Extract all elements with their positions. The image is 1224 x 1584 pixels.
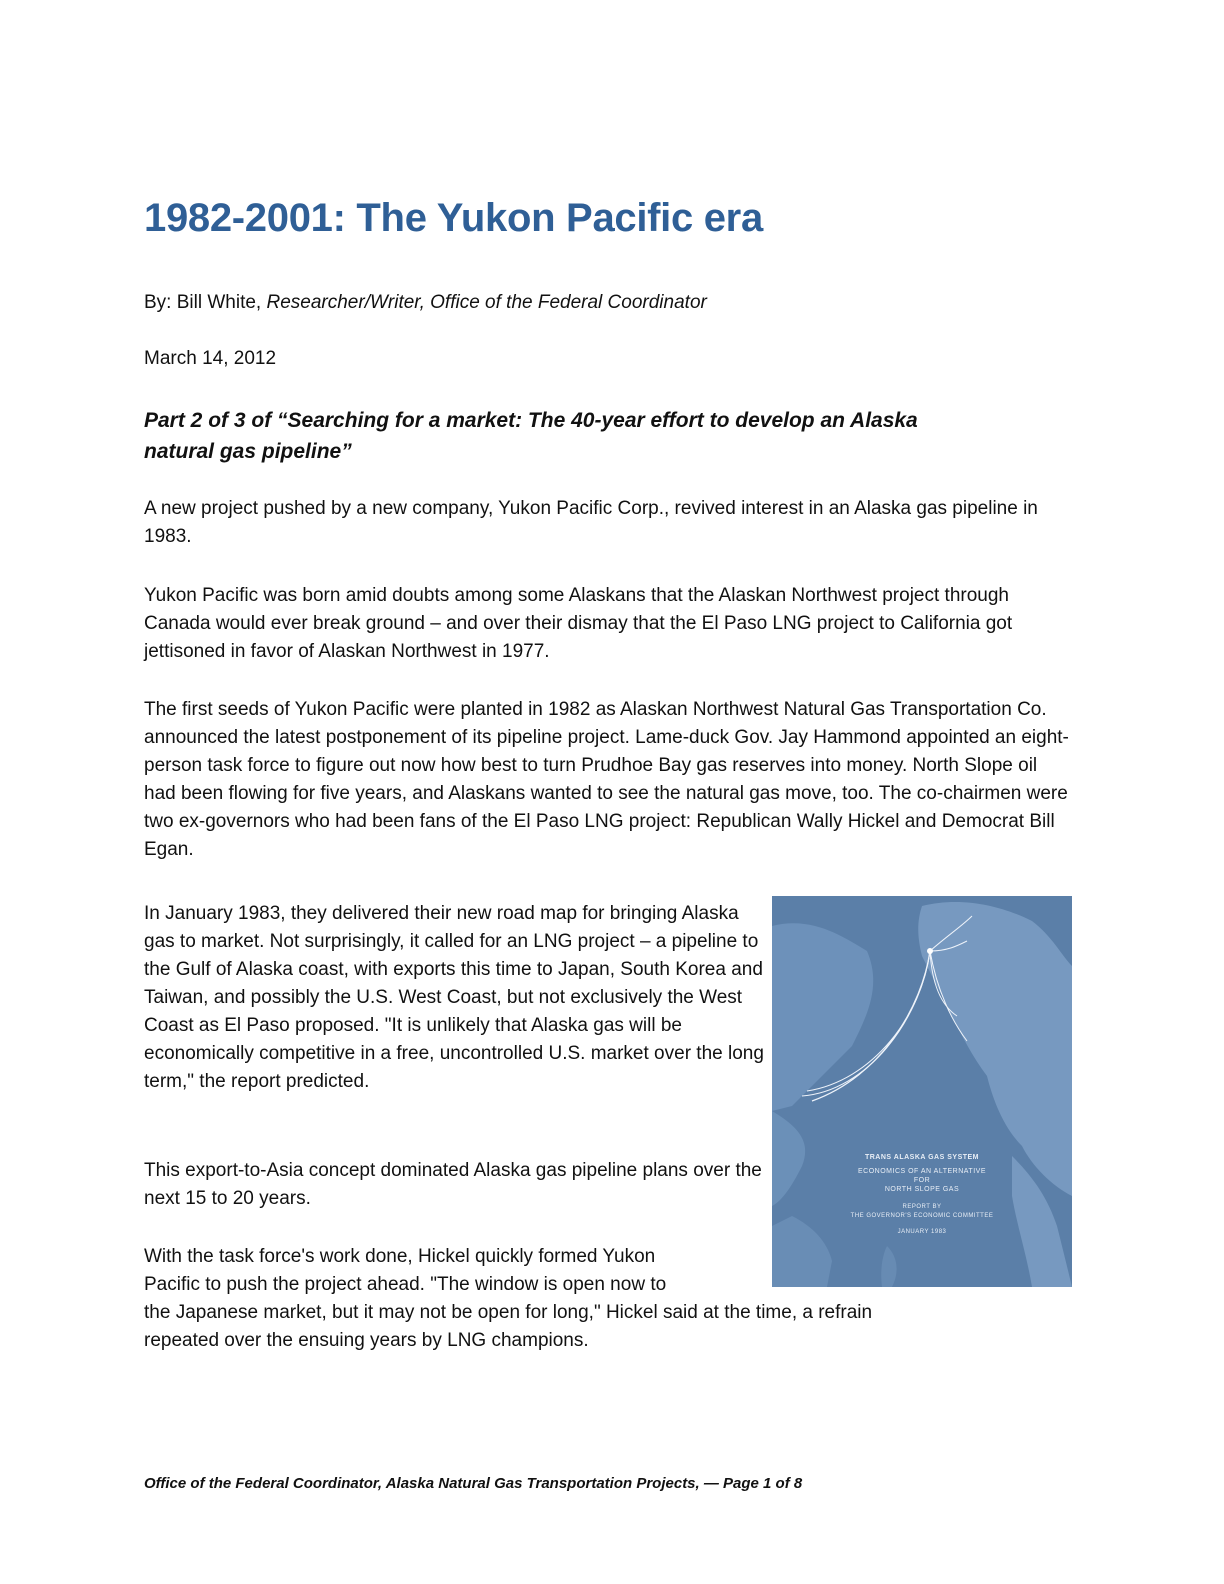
paragraph-6-wrapped [144,1243,764,1299]
paragraph-6-line-1: With the task force's work done, Hickel quickly formed Yukon [144,1246,656,1267]
byline-role: Researcher/Writer, Office of the Federal Coordinator [266,292,707,313]
report-cover-map-image [772,896,1072,1287]
figure-caption-line-6: THE GOVERNOR'S ECONOMIC COMMITTEE [850,1213,994,1219]
publication-date: March 14, 2012 [144,348,277,369]
paragraph-4: In January 1983, they delivered their new road map for bringing Alaska gas to market. Not surprisingly, it called for an LNG project – a pipeline to the Gulf of Alaska coast, with exports this time to Japan, South Korea and Taiwan, and possibly the U.S. West Coast, but not exclusively the West Coast as El Paso proposed. "It is unlikely that Alaska gas will be economically competitive in a free, uncontrolled U.S. market over the long term," the report predicted. [144,903,764,1092]
figure-caption-line-5: REPORT BY [902,1204,942,1210]
figure-caption-line-4: NORTH SLOPE GAS [884,1186,960,1193]
byline-author: By: Bill White, [144,292,267,313]
subtitle-line-2: natural gas pipeline” [144,440,352,463]
paragraph-2: Yukon Pacific was born amid doubts among some Alaskans that the Alaskan Northwest project through Canada would ever break ground – and over their dismay that the El Paso LNG project to California got jettisoned in favor of Alaskan Northwest in 1977. [144,585,1013,662]
figure-caption-line-1: TRANS ALASKA GAS SYSTEM [864,1154,980,1161]
byline [144,291,707,315]
paragraph-6-line-2: Pacific to push the project ahead. "The window is open now to [144,1274,667,1295]
document-title: 1982-2001: The Yukon Pacific era [144,196,763,240]
figure-caption-line-3: FOR [913,1177,931,1184]
subtitle-line-1: Part 2 of 3 of “Searching for a market: The 40-year effort to develop an Alaska [144,409,918,432]
series-subtitle [144,405,1044,467]
paragraph-1: A new project pushed by a new company, Yukon Pacific Corp., revived interest in an Alaska gas pipeline in 1983. [144,498,1038,547]
figure-caption-line-2: ECONOMICS OF AN ALTERNATIVE [858,1168,986,1175]
paragraph-6-line-4: repeated over the ensuing years by LNG champions. [144,1330,589,1351]
paragraph-3: The first seeds of Yukon Pacific were planted in 1982 as Alaskan Northwest Natural Gas Transportation Co. announced the latest postponement of its pipeline project. Lame-duck Gov. Jay Hammond appointed an eight-person task force to figure out now how best to turn Prudhoe Bay gas reserves into money. North Slope oil had been flowing for five years, and Alaskans wanted to see the natural gas move, too. The co-chairmen were two ex-governors who had been fans of the El Paso LNG project: Republican Wally Hickel and Democrat Bill Egan. [144,699,1069,860]
page-footer: Office of the Federal Coordinator, Alaska Natural Gas Transportation Projects, — Page 1 of 8 [144,1475,803,1492]
paragraph-5: This export-to-Asia concept dominated Alaska gas pipeline plans over the next 15 to 20 years. [144,1160,762,1209]
paragraph-6-line-3: the Japanese market, but it may not be open for long," Hickel said at the time, a refrain [144,1302,873,1323]
figure-caption-line-7: JANUARY 1983 [897,1229,947,1235]
